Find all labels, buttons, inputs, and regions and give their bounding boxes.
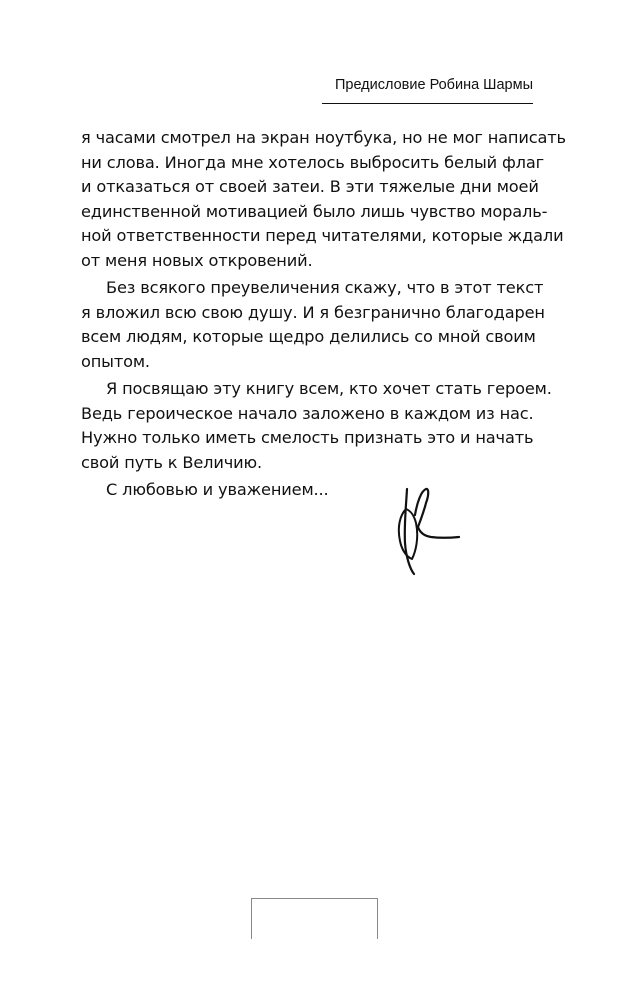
running-header: Предисловие Робина Шармы bbox=[334, 77, 533, 93]
text-line: Нужно только иметь смелость признать это и начать bbox=[81, 428, 534, 447]
text-line: Без всякого преувеличения скажу, что в этот текст bbox=[106, 278, 544, 297]
text-line: я вложил всю свою душу. И я безгранично благодарен bbox=[81, 302, 545, 322]
text-line: я часами смотрел на экран ноутбука, но не мог написать bbox=[81, 128, 566, 147]
text-line: Ведь героическое начало заложено в каждом из нас. bbox=[81, 403, 534, 423]
text-line: всем людям, которые щедро делились со мной своим bbox=[81, 327, 536, 346]
text-line: единственной мотивацией было лишь чувство мораль- bbox=[81, 201, 548, 221]
handwritten-signature-icon bbox=[393, 485, 473, 577]
text-line: и отказаться от своей затеи. В эти тяжелые дни моей bbox=[81, 177, 539, 196]
header-rule bbox=[322, 103, 533, 104]
closing-line: С любовью и уважением... bbox=[106, 480, 329, 499]
text-line: Я посвящаю эту книгу всем, кто хочет стать героем. bbox=[106, 379, 552, 398]
text-line: опытом. bbox=[81, 351, 150, 371]
page-number-box bbox=[251, 898, 378, 939]
body-text bbox=[81, 126, 566, 506]
text-line: ни слова. Иногда мне хотелось выбросить белый флаг bbox=[81, 152, 544, 172]
text-line: свой путь к Величию. bbox=[81, 452, 262, 472]
text-line: ной ответственности перед читателями, которые ждали bbox=[81, 226, 564, 245]
text-line: от меня новых откровений. bbox=[81, 250, 313, 270]
